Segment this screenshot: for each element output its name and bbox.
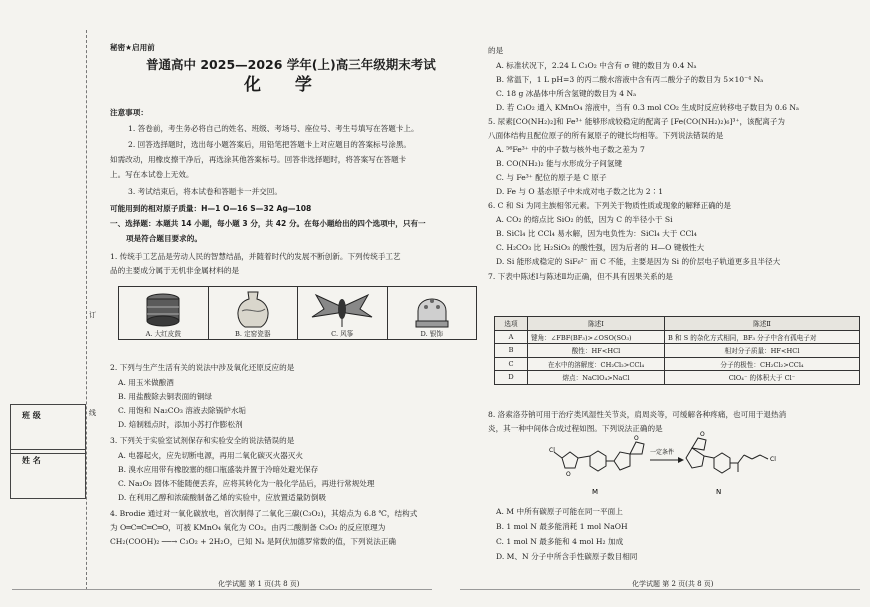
question-line: D. 若 C₃O₂ 通入 KMnO₄ 溶液中，当有 0.3 mol CO₂ 生成时反应转移电子数目为 0.6 Nₐ [496, 103, 799, 112]
question-line: A. M 中所有碳原子可能在同一平面上 [496, 507, 623, 516]
craft-caption: C. 风筝 [331, 330, 354, 338]
section-heading: 一、选择题：本题共 14 小题，每小题 3 分，共 42 分。在每小题给出的四个选项中，只有一 [110, 219, 426, 228]
craft-images [118, 286, 477, 340]
question-line: D. M、N 分子中所含手性碳原子数目相同 [496, 552, 638, 561]
section-heading-cont: 项是符合题目要求的。 [126, 234, 202, 243]
table-cell: 键角：∠FBF(BF₃)>∠OSO(SO₃) [528, 330, 665, 344]
notice-title: 注意事项： [110, 108, 148, 117]
question-line: B. 用盐酸除去铜表面的铜绿 [118, 392, 212, 401]
craft-caption: D. 银饰 [420, 330, 443, 338]
question-line: 品的主要成分属于无机非金属材料的是 [110, 266, 240, 275]
question-line: 8. 洛索洛芬钠可用于治疗类风湿性关节炎，肩周炎等，可缓解各种疼痛，也可用于退热消 [488, 410, 787, 419]
question-line: CH₂(COOH)₂ ──→ C₃O₂ + 2H₂O，已知 Nₐ 是阿伏加德罗常数的值，下列说法正确 [110, 537, 396, 546]
craft-caption: B. 定窑瓷器 [235, 330, 271, 338]
table-cell: A [495, 330, 528, 344]
table-cell: ClO₄⁻ 的体积大于 Cl⁻ [665, 371, 860, 385]
question-line: A. ⁵⁶Fe³⁺ 中的中子数与核外电子数之差为 7 [496, 145, 645, 154]
binding-mark-ding: 订 [89, 311, 96, 319]
question-line: 2. 下列与生产生活有关的说法中涉及氧化还原反应的是 [110, 363, 295, 372]
name-label: 姓 名 [22, 456, 41, 465]
question-line: C. 用饱和 Na₂CO₃ 溶液去除锅炉水垢 [118, 406, 247, 415]
atom-o: O [634, 435, 639, 442]
atomic-masses: 可能用到的相对原子质量：H—1 O—16 S—32 Ag—108 [110, 204, 312, 213]
question-line: A. 电器起火，应先切断电源，再用二氧化碳灭火器灭火 [118, 451, 303, 460]
question-line: A. CO₂ 的熔点比 SiO₂ 的低，因为 C 的半径小于 Si [496, 215, 673, 224]
atom-cl: Cl [549, 447, 555, 454]
question-line: 3. 下列关于实验室试剂保存和实验安全的说法错误的是 [110, 436, 295, 445]
question-line: D. 在利用乙醇和浓硫酸制备乙烯的实验中，应放置适量防倒吸 [118, 493, 327, 502]
atom-o: O [700, 431, 705, 438]
question-line: 八面体结构且配位原子的所有氮原子的键长均相等。下列说法错误的是 [488, 131, 724, 140]
craft-porcelain [209, 287, 299, 339]
table-row [495, 357, 860, 371]
subject-title: 化 学 [244, 75, 326, 95]
table-cell: 酸性：HF<HCl [528, 344, 665, 358]
table-header: 陈述Ⅰ [528, 317, 665, 331]
craft-kite [298, 287, 388, 339]
question-line: B. 溴水应用带有橡胶塞的细口瓶盛装并置于冷暗处避光保存 [118, 465, 319, 474]
table-cell: 在水中的溶解度：CH₂Cl₂>CCl₄ [528, 357, 665, 371]
table-cell: 分子的极性：CH₂Cl₂>CCl₄ [665, 357, 860, 371]
question-line: C. H₂CO₃ 比 H₂SiO₃ 的酸性强，因为后者的 H—O 键极性大 [496, 243, 705, 252]
table-row [495, 371, 860, 385]
question-line: 7. 下表中陈述Ⅰ与陈述Ⅱ均正确，但不具有因果关系的是 [488, 272, 673, 281]
table-header: 陈述Ⅱ [665, 317, 860, 331]
craft-caption: A. 大红皮鼓 [145, 330, 181, 338]
secret-mark: 秘密★启用前 [110, 43, 155, 52]
question-line: D. Fe 与 O 基态原子中未成对电子数之比为 2∶1 [496, 187, 664, 196]
notice-line: 如需改动，用橡皮擦干净后，再选涂其他答案标号。回答非选择题时，将答案写在答题卡 [110, 155, 407, 164]
table-cell: 熔点：NaClO₄>NaCl [528, 371, 665, 385]
question-line: C. 1 mol N 最多能和 4 mol H₂ 加成 [496, 537, 624, 546]
table-cell: D [495, 371, 528, 385]
question-line: D. Si 能形成稳定的 SiF₆²⁻ 而 C 不能，主要是因为 Si 的价层电子轨道更多且半径大 [496, 257, 781, 266]
footer-left: 化学试题 第 1 页(共 8 页) [218, 580, 300, 588]
question-line: B. SiCl₄ 比 CCl₄ 易水解，因为电负性为：SiCl₄ 大于 CCl₄ [496, 229, 697, 238]
atom-cl: Cl [770, 456, 776, 463]
notice-line: 2. 回答选择题时，选出每小题答案后，用铅笔把答题卡上对应题目的答案标号涂黑。 [128, 140, 412, 149]
question-line: B. 1 mol N 最多能消耗 1 mol NaOH [496, 522, 628, 531]
question-line: 6. C 和 Si 为同主族相邻元素。下列关于物质性质或现象的解释正确的是 [488, 201, 731, 210]
reagent-label: 一定条件 [650, 449, 675, 456]
notice-line: 3. 考试结束后，将本试卷和答题卡一并交回。 [128, 187, 282, 196]
notice-line: 上。写在本试卷上无效。 [110, 170, 194, 179]
table-cell: 相对分子质量：HF<HCl [665, 344, 860, 358]
question-line: C. Na₂O₂ 固体不能随便丢弃，应将其转化为一般化学品后，再进行常规处理 [118, 479, 375, 488]
exam-title: 普通高中 2025—2026 学年(上)高三年级期末考试 [146, 57, 436, 72]
question-line: D. 焙制糕点时，添加小苏打作膨松剂 [118, 420, 243, 429]
label-n: N [716, 488, 722, 496]
question-line: 1. 传统手工艺品是劳动人民的智慧结晶，并随着时代的发展不断创新。下列传统手工艺 [110, 252, 401, 261]
reaction-scheme [540, 430, 790, 500]
question7-table [494, 316, 860, 385]
binding-mark-xian: 线 [89, 409, 96, 417]
table-header-row [495, 317, 860, 331]
table-cell: B [495, 344, 528, 358]
table-cell: C [495, 357, 528, 371]
footer-rule [460, 589, 860, 590]
table-header: 选项 [495, 317, 528, 331]
question-line: B. CO(NH₂)₂ 能与水形成分子间氢键 [496, 159, 623, 168]
question-line: 5. 尿素[CO(NH₂)₂]和 Fe³⁺ 能够形成较稳定的配离子 [Fe(CO(NH₂)₂)₆]³⁺，该配离子为 [488, 117, 786, 126]
class-label: 班 级 [22, 411, 41, 420]
question-line: C. 18 g 冰晶体中所含氢键的数目为 4 Nₐ [496, 89, 637, 98]
question-line: C. 与 Fe³⁺ 配位的原子是 C 原子 [496, 173, 607, 182]
footer-right: 化学试题 第 2 页(共 8 页) [632, 580, 714, 588]
table-row [495, 330, 860, 344]
question-line: 为 O═C═C═C═O，可被 KMnO₄ 氧化为 CO₂。由丙二酸制备 C₃O₂ 的反应原理为 [110, 523, 386, 532]
question-line: 4. Brodie 通过对一氧化碳放电，首次制得了二氧化三碳(C₃O₂)，其熔点为 6.8 ℃，结构式 [110, 509, 418, 518]
atom-o: O [566, 471, 571, 478]
label-m: M [592, 488, 599, 496]
craft-drum [119, 287, 209, 339]
footer-rule [12, 589, 432, 590]
question-line: B. 常温下，1 L pH=3 的丙二酸水溶液中含有丙二酸分子的数目为 5×10⁻⁴ Nₐ [496, 75, 764, 84]
table-cell: B 和 S 的杂化方式相同，BF₃ 分子中含有孤电子对 [665, 330, 860, 344]
craft-silver [388, 287, 477, 339]
binding-line [86, 30, 87, 590]
notice-line: 1. 答卷前，考生务必将自己的姓名、班级、考场号、座位号、考生号填写在答题卡上。 [128, 124, 419, 133]
question-line: 的是 [488, 46, 504, 55]
question-line: A. 用玉米做酿酒 [118, 378, 174, 387]
question-line: A. 标准状况下，2.24 L C₃O₂ 中含有 σ 键的数目为 0.4 Nₐ [496, 61, 697, 70]
question-line: 炎，其一种中间体合成过程如图。下列说法正确的是 [488, 424, 663, 433]
table-row [495, 344, 860, 358]
